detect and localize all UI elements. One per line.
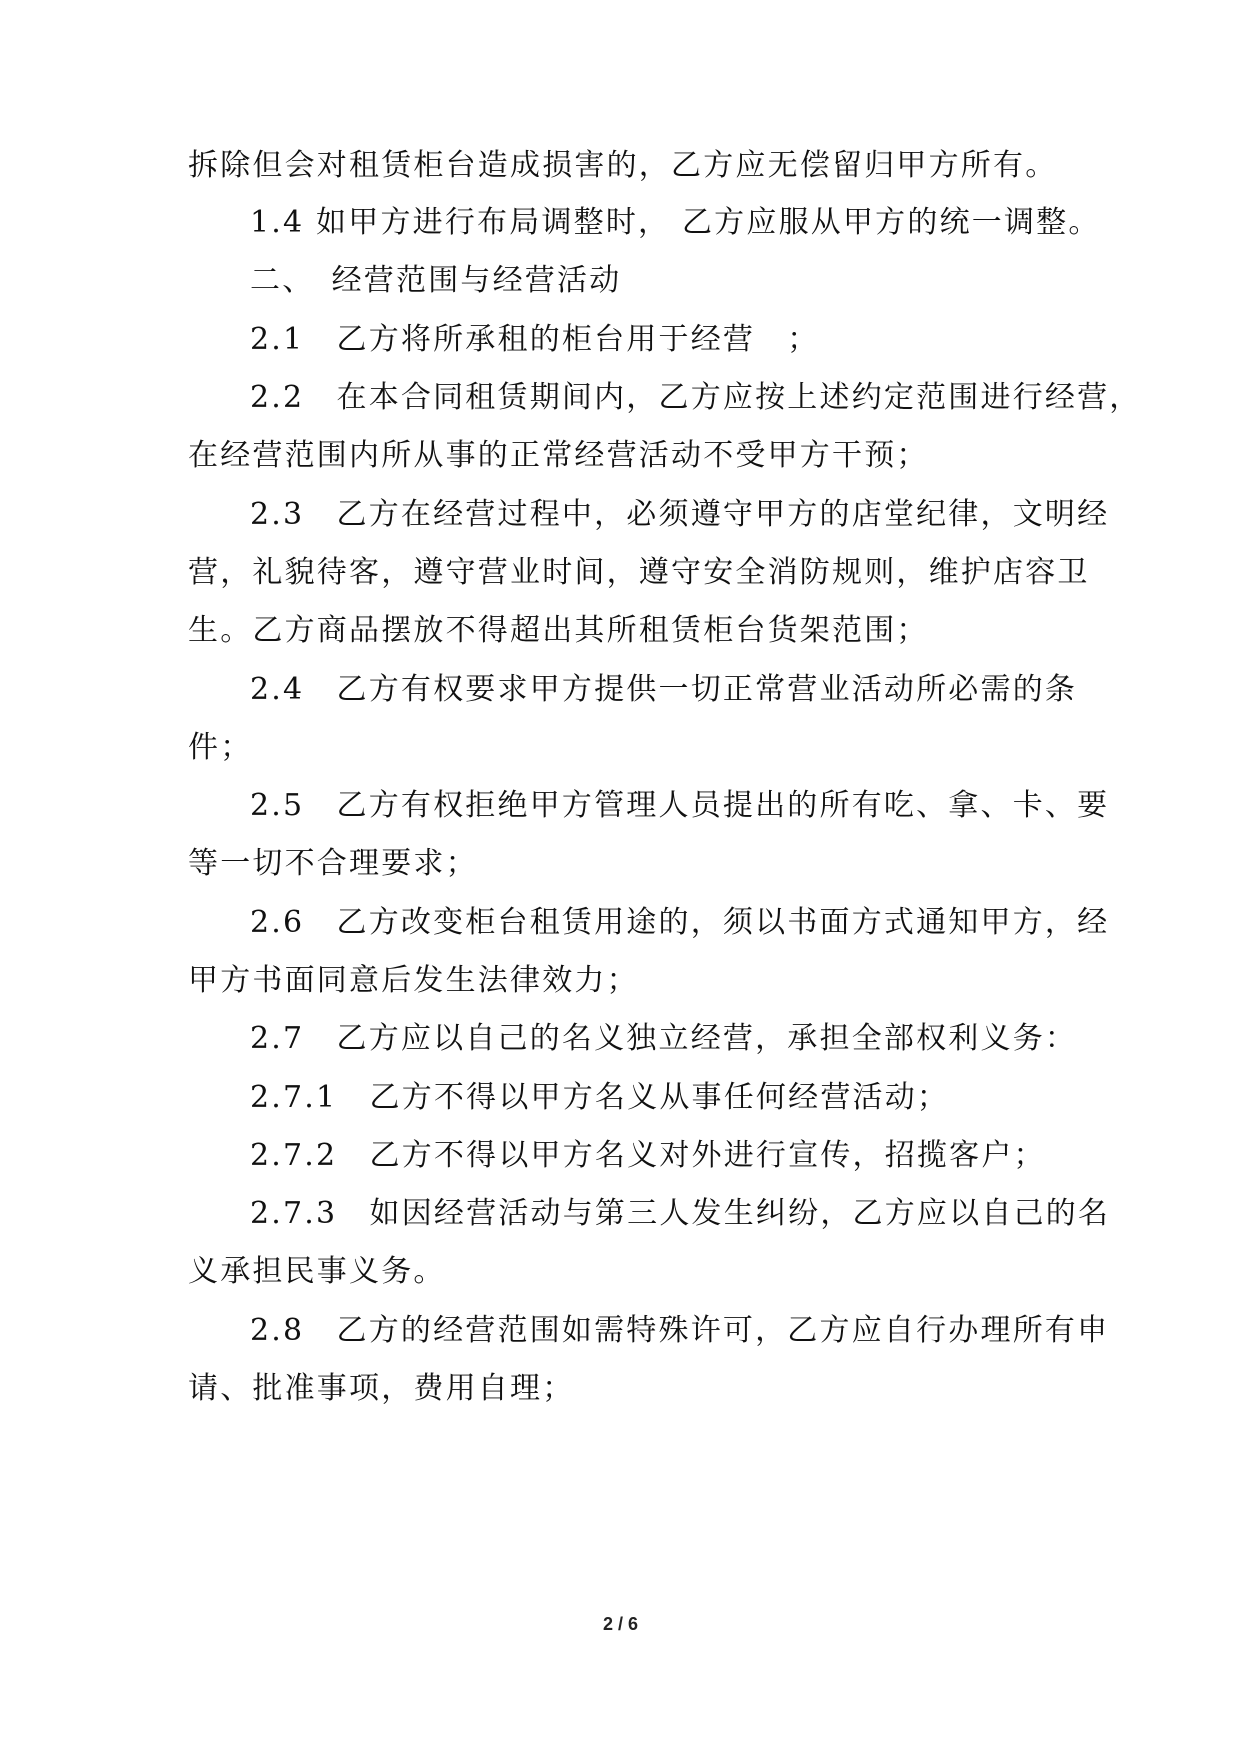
clause-2-7-1-line: 2.7.1 乙方不得以甲方名义从事任何经营活动； [250, 1080, 950, 1115]
clause-1-4-line: 1.4 如甲方进行布局调整时， 乙方应服从甲方的统一调整。 [250, 205, 1101, 240]
clause-2-3-line: 2.3 乙方在经营过程中，必须遵守甲方的店堂纪律，文明经 [250, 497, 1110, 532]
body-text-line: 甲方书面同意后发生法律效力； [188, 963, 639, 998]
clause-2-5-line: 2.5 乙方有权拒绝甲方管理人员提出的所有吃、拿、卡、要 [250, 788, 1110, 823]
clause-2-7-2-line: 2.7.2 乙方不得以甲方名义对外进行宣传，招揽客户； [250, 1138, 1046, 1173]
clause-2-8-line: 2.8 乙方的经营范围如需特殊许可，乙方应自行办理所有申 [250, 1313, 1110, 1348]
body-text-line: 拆除但会对租赁柜台造成损害的，乙方应无偿留归甲方所有。 [188, 148, 1058, 183]
page-number: 2 / 6 [602, 1614, 639, 1634]
body-text-line: 等一切不合理要求； [188, 846, 478, 881]
body-text-line: 义承担民事义务。 [188, 1254, 446, 1289]
body-text-line: 在经营范围内所从事的正常经营活动不受甲方干预； [188, 438, 929, 473]
body-text-line: 生。乙方商品摆放不得超出其所租赁柜台货架范围； [188, 613, 929, 648]
body-text-line: 请、批准事项，费用自理； [188, 1371, 575, 1406]
clause-2-2-line: 2.2 在本合同租赁期间内，乙方应按上述约定范围进行经营， [250, 380, 1142, 415]
clause-2-7-line: 2.7 乙方应以自己的名义独立经营，承担全部权利义务： [250, 1021, 1078, 1056]
clause-2-6-line: 2.6 乙方改变柜台租赁用途的，须以书面方式通知甲方，经 [250, 905, 1110, 940]
section-heading: 二、 经营范围与经营活动 [250, 263, 622, 298]
clause-2-4-line: 2.4 乙方有权要求甲方提供一切正常营业活动所必需的条 [250, 672, 1078, 707]
clause-2-7-3-line: 2.7.3 如因经营活动与第三人发生纠纷，乙方应以自己的名 [250, 1196, 1111, 1231]
body-text-line: 件； [188, 730, 253, 765]
clause-2-1-line: 2.1 乙方将所承租的柜台用于经营 ； [250, 322, 820, 357]
body-text-line: 营，礼貌待客，遵守营业时间，遵守安全消防规则，维护店容卫 [188, 555, 1090, 590]
